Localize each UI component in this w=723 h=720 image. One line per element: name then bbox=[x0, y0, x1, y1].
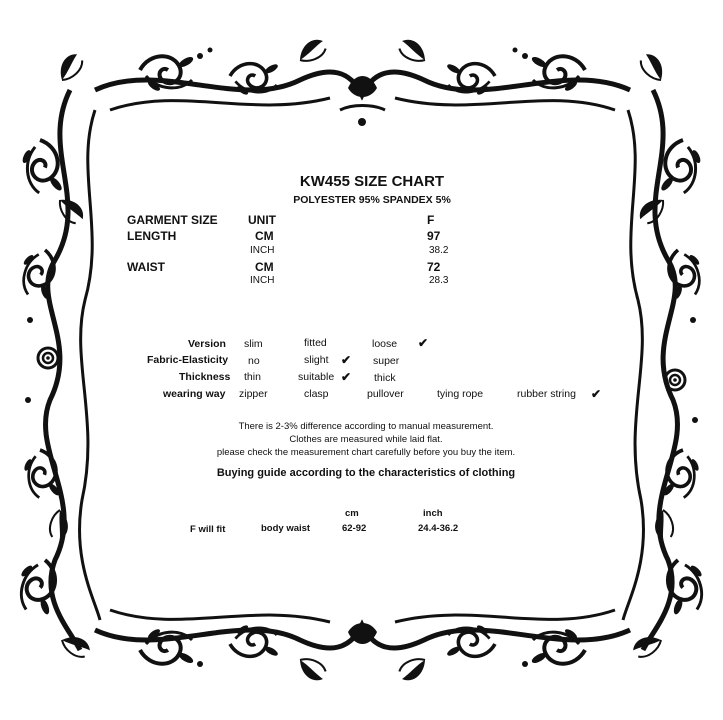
note-difference: There is 2-3% difference according to manual measurement. bbox=[238, 421, 494, 432]
length-unit-cm: CM bbox=[255, 229, 274, 243]
size-table-header-label: GARMENT SIZE bbox=[127, 213, 218, 227]
buying-guide-title: Buying guide according to the characteristics of clothing bbox=[216, 467, 516, 479]
fit-measure-label: body waist bbox=[261, 523, 311, 534]
fit-size-label: F will fit bbox=[190, 524, 226, 535]
version-selected-check-icon: ✔ bbox=[418, 336, 429, 350]
version-option-fitted: fitted bbox=[304, 337, 327, 349]
version-option-slim: slim bbox=[244, 338, 263, 350]
thickness-option-thick: thick bbox=[374, 372, 396, 384]
waist-label: WAIST bbox=[127, 260, 165, 274]
elasticity-option-slight: slight bbox=[304, 354, 329, 366]
elasticity-selected-check-icon: ✔ bbox=[341, 353, 352, 367]
length-cm-value: 97 bbox=[427, 229, 441, 243]
waist-inch-value: 28.3 bbox=[429, 275, 449, 286]
fit-inch-value: 24.4-36.2 bbox=[418, 523, 459, 534]
elasticity-option-no: no bbox=[248, 355, 260, 367]
wearing-selected-check-icon: ✔ bbox=[591, 387, 602, 401]
size-table-header-size: F bbox=[427, 213, 435, 227]
fabric-elasticity-label: Fabric-Elasticity bbox=[147, 354, 229, 366]
length-label: LENGTH bbox=[127, 229, 177, 243]
note-laid-flat: Clothes are measured while laid flat. bbox=[289, 434, 443, 445]
version-label: Version bbox=[188, 338, 226, 350]
wearing-option-zipper: zipper bbox=[239, 388, 268, 400]
waist-unit-cm: CM bbox=[255, 260, 274, 274]
waist-cm-value: 72 bbox=[427, 260, 441, 274]
wearing-option-clasp: clasp bbox=[304, 388, 329, 400]
note-check-chart: please check the measurement chart carefully before you buy the item. bbox=[216, 447, 516, 458]
elasticity-option-super: super bbox=[373, 355, 400, 367]
length-unit-inch: INCH bbox=[250, 245, 275, 256]
thickness-label: Thickness bbox=[179, 371, 231, 383]
thickness-selected-check-icon: ✔ bbox=[341, 370, 352, 384]
thickness-option-suitable: suitable bbox=[298, 371, 335, 383]
wearing-option-rubber-string: rubber string bbox=[517, 388, 576, 400]
wearing-option-pullover: pullover bbox=[367, 388, 404, 400]
fit-header-cm: cm bbox=[345, 508, 359, 519]
fit-header-inch: inch bbox=[423, 508, 443, 519]
size-table-header-unit: UNIT bbox=[248, 213, 276, 227]
waist-unit-inch: INCH bbox=[250, 275, 275, 286]
wearing-way-label: wearing way bbox=[163, 388, 226, 400]
version-option-loose: loose bbox=[372, 338, 398, 350]
fit-cm-value: 62-92 bbox=[342, 523, 367, 534]
thickness-option-thin: thin bbox=[244, 371, 261, 383]
wearing-option-tying-rope: tying rope bbox=[437, 388, 484, 400]
chart-title: KW455 SIZE CHART bbox=[299, 173, 445, 190]
material-composition: POLYESTER 95% SPANDEX 5% bbox=[293, 194, 451, 206]
length-inch-value: 38.2 bbox=[429, 245, 449, 256]
